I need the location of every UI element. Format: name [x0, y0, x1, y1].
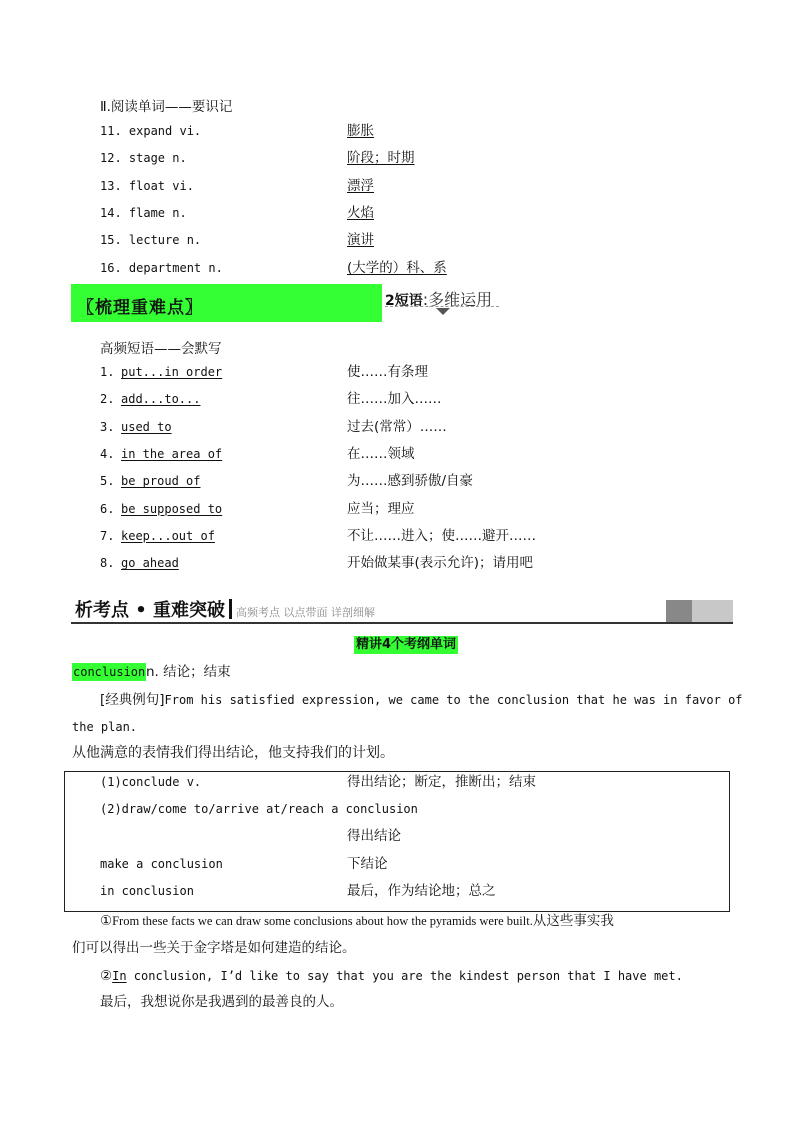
- phrase-item-term: be supposed to: [121, 501, 223, 516]
- reading-item-word: float vi.: [128, 178, 194, 193]
- reading-item-number: 11.: [100, 124, 129, 138]
- reading-item-number: 13.: [100, 178, 129, 193]
- phrase-tag-bold: 短语: [394, 293, 423, 309]
- reading-heading: Ⅱ.阅读单词——要识记: [100, 99, 233, 115]
- reading-item-meaning: 火焰: [347, 204, 374, 221]
- phrase-item-term: add...to...: [121, 392, 201, 407]
- section-title: 析考点 • 重难突破: [75, 600, 226, 621]
- reading-item: [100, 204, 187, 222]
- box-row5-right: 最后，作为结论地；总之: [347, 883, 496, 899]
- phrase-item-term: be proud of: [121, 474, 201, 489]
- reading-item-word: flame n.: [128, 205, 187, 220]
- box-row2-left: (2)draw/come to/arrive at/reach a conclusion: [100, 802, 418, 816]
- reading-item-meaning: 阶段；时期: [347, 150, 415, 167]
- section-header: [75, 596, 375, 622]
- box-row4-right: 下结论: [347, 856, 388, 872]
- chevron-down-icon: [436, 308, 450, 315]
- reading-item: [100, 122, 201, 140]
- example2-english: conclusion, I’d like to say that you are the kindest person that I have met.: [126, 969, 683, 983]
- example1-line1: [100, 911, 614, 930]
- reading-item-meaning: 演讲: [347, 232, 374, 249]
- box-row5-left: in conclusion: [100, 884, 194, 898]
- phrase-item-meaning: 开始做某事(表示允许)；请用吧: [347, 555, 534, 572]
- reading-item-number: 15.: [100, 233, 129, 248]
- example-english-1: From his satisfied expression, we came to the conclusion that he was in favor of: [164, 693, 743, 707]
- box-row1-left: (1)conclude v.: [100, 775, 202, 789]
- reading-item-number: 14.: [100, 205, 129, 220]
- phrase-item-number: 4.: [100, 446, 115, 461]
- phrase-item-meaning: 往……加入……: [347, 391, 442, 408]
- box-row4-left: make a conclusion: [100, 857, 223, 871]
- example2-chinese: 最后，我想说你是我遇到的最善良的人。: [100, 994, 343, 1010]
- phrase-item-number: 1.: [100, 365, 115, 379]
- lesson-tag: 精讲4个考纲单词: [356, 637, 457, 652]
- phrase-tag-sep: :: [422, 290, 429, 309]
- example-label: [经典例句]: [100, 692, 165, 708]
- reading-item-word: lecture n.: [128, 233, 202, 248]
- reading-item-number: 16.: [100, 260, 129, 275]
- reading-item: [100, 149, 187, 167]
- reading-item: [100, 177, 194, 195]
- section-deco-dark: [666, 600, 692, 622]
- example1-english: From these facts we can draw some conclusions about how the pyramids were built.: [112, 914, 533, 928]
- phrase-item-term: in the area of: [121, 446, 223, 461]
- box-row3-right: 得出结论: [347, 828, 401, 844]
- phrase-item-meaning: 在……领域: [347, 445, 415, 462]
- example2-line: [100, 966, 683, 985]
- reading-item-meaning: 漂浮: [347, 177, 374, 194]
- example-english-2: the plan.: [72, 720, 138, 734]
- reading-item-word: stage n.: [128, 151, 187, 166]
- phrase-tag-number: 2: [385, 293, 395, 309]
- example1-chinese-b: 们可以得出一些关于金字塔是如何建造的结论。: [72, 940, 356, 956]
- phrase-item-term: keep...out of: [121, 528, 215, 543]
- reading-item-meaning: (大学的）科、系: [347, 259, 447, 276]
- example-sentence-line1: [100, 690, 743, 709]
- phrase-item-term: put...in order: [121, 365, 223, 379]
- banner-title: 〖梳理重难点〗: [77, 298, 203, 318]
- phrase-item-meaning: 使……有条理: [347, 364, 428, 380]
- entry-word: conclusion: [73, 665, 146, 679]
- example-chinese: 从他满意的表情我们得出结论，他支持我们的计划。: [72, 745, 394, 761]
- entry-definition: n. 结论；结束: [146, 664, 231, 680]
- phrase-tag: [385, 287, 492, 307]
- phrase-item-term: go ahead: [121, 556, 179, 571]
- box-row1-right: 得出结论；断定，推断出；结束: [347, 774, 536, 790]
- phrase-tag-underline: [385, 306, 499, 307]
- reading-item: [100, 259, 223, 277]
- phrase-item-number: 5.: [100, 474, 115, 489]
- example1-mark: ①: [100, 913, 113, 929]
- phrase-item-term: used to: [121, 419, 172, 434]
- section-divider: [229, 599, 232, 619]
- phrase-item-meaning: 为……感到骄傲/自豪: [347, 473, 474, 490]
- section-subtitle: 高频考点 以点带面 详剖细解: [236, 606, 376, 619]
- phrase-item-meaning: 不让……进入；使……避开……: [347, 527, 536, 544]
- reading-item-word: expand vi.: [128, 124, 202, 138]
- example2-mark: ②: [100, 968, 113, 984]
- reading-item-word: department n.: [128, 260, 223, 275]
- phrase-item-number: 3.: [100, 419, 115, 434]
- example2-in: In: [112, 969, 127, 983]
- phrase-item-number: 8.: [100, 556, 115, 571]
- reading-item-number: 12.: [100, 151, 129, 166]
- phrase-tag-text: 多维运用: [428, 290, 493, 309]
- phrase-item-number: 7.: [100, 528, 115, 543]
- phrase-item-number: 6.: [100, 501, 115, 516]
- phrase-item-meaning: 过去(常常）……: [347, 418, 447, 435]
- example1-chinese-a: 从这些事实我: [532, 913, 614, 929]
- section-rule: [71, 622, 733, 624]
- phrases-heading: 高频短语——会默写: [100, 341, 222, 357]
- reading-item: [100, 231, 201, 249]
- section-banner: [71, 284, 382, 322]
- phrase-item-number: 2.: [100, 392, 115, 407]
- section-deco-light: [692, 600, 733, 622]
- reading-item-meaning: 膨胀: [347, 123, 374, 139]
- phrase-item-meaning: 应当；理应: [347, 500, 415, 517]
